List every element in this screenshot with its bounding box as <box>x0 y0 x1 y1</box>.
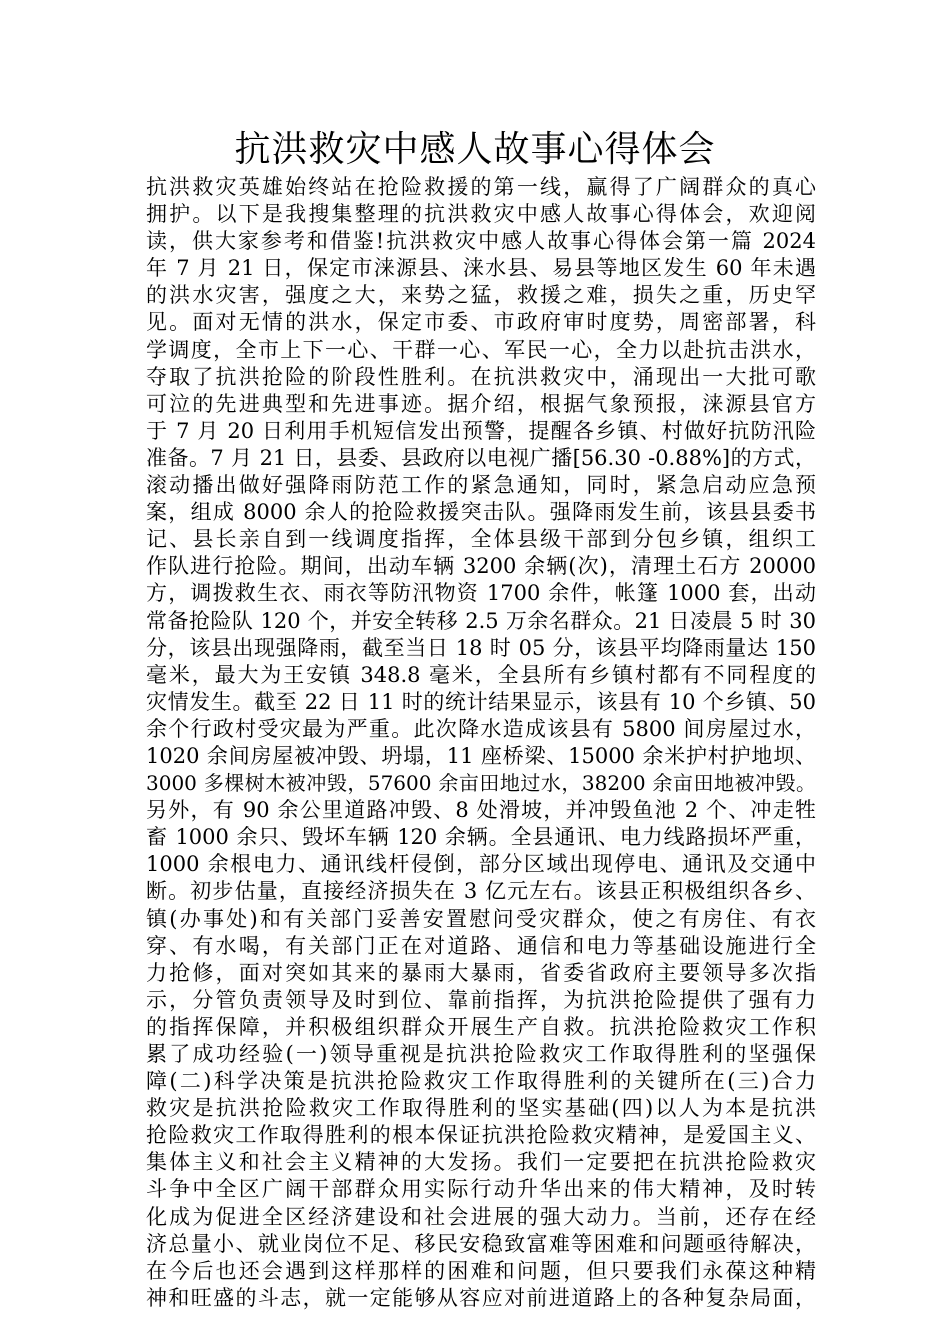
body-text-line: 准备。7 月 21 日，县委、县政府以电视广播[56.30 -0.88%]的方式， <box>146 445 816 470</box>
document-body <box>146 174 816 1312</box>
body-text-line: 抢险救灾工作取得胜利的根本保证抗洪抢险救灾精神，是爱国主义、 <box>146 1123 816 1148</box>
body-text-line: 神和旺盛的斗志，就一定能够从容应对前进道路上的各种复杂局面， <box>146 1285 816 1310</box>
body-text-line: 的指挥保障，并积极组织群众开展生产自救。抗洪抢险救灾工作积 <box>146 1014 816 1039</box>
body-text-line: 力抢修，面对突如其来的暴雨大暴雨，省委省政府主要领导多次指 <box>146 960 816 985</box>
body-text-line: 示，分管负责领导及时到位、靠前指挥，为抗洪抢险提供了强有力 <box>146 987 816 1012</box>
body-text-line: 案，组成 8000 余人的抢险救援突击队。强降雨发生前，该县县委书 <box>146 500 816 525</box>
body-text-line: 灾情发生。截至 22 日 11 时的统计结果显示，该县有 10 个乡镇、50 <box>146 689 816 714</box>
body-text-line: 化成为促进全区经济建设和社会进展的强大动力。当前，还存在经 <box>146 1204 816 1229</box>
body-text-line: 记、县长亲自到一线调度指挥，全体县级干部到分包乡镇，组织工 <box>146 527 816 552</box>
body-text-line: 毫米，最大为王安镇 348.8 毫米，全县所有乡镇村都有不同程度的 <box>146 662 816 687</box>
document-title: 抗洪救灾中感人故事心得体会 <box>234 129 716 170</box>
body-text-line: 济总量小、就业岗位不足、移民安稳致富难等困难和问题亟待解决， <box>146 1231 816 1256</box>
body-text-line: 读，供大家参考和借鉴!抗洪救灾中感人故事心得体会第一篇 2024 <box>146 229 816 254</box>
body-text-line: 于 7 月 20 日利用手机短信发出预警，提醒各乡镇、村做好抗防汛险 <box>146 418 816 443</box>
body-text-line: 另外，有 90 余公里道路冲毁、8 处滑坡，并冲毁鱼池 2 个、冲走牲 <box>146 798 816 823</box>
body-text-line: 断。初步估量，直接经济损失在 3 亿元左右。该县正积极组织各乡、 <box>146 879 816 904</box>
body-text-line: 见。面对无情的洪水，保定市委、市政府审时度势，周密部署，科 <box>146 310 816 335</box>
body-text-line: 滚动播出做好强降雨防范工作的紧急通知，同时，紧急启动应急预 <box>146 473 816 498</box>
body-text-line: 拥护。以下是我搜集整理的抗洪救灾中感人故事心得体会，欢迎阅 <box>146 202 816 227</box>
body-text-line: 年 7 月 21 日，保定市涞源县、涞水县、易县等地区发生 60 年未遇 <box>146 256 816 281</box>
body-text-line: 夺取了抗洪抢险的阶段性胜利。在抗洪救灾中，涌现出一大批可歌 <box>146 364 816 389</box>
body-text-line: 3000 多棵树木被冲毁，57600 余亩田地过水，38200 余亩田地被冲毁。 <box>146 771 816 796</box>
body-text-line: 抗洪救灾英雄始终站在抢险救援的第一线，赢得了广阔群众的真心 <box>146 175 816 199</box>
body-text-line: 作队进行抢险。期间，出动车辆 3200 余辆(次)，清理土石方 20000 <box>146 554 816 579</box>
body-text-line: 学调度，全市上下一心、干群一心、军民一心，全力以赴抗击洪水， <box>146 337 816 362</box>
body-text-line: 1020 余间房屋被冲毁、坍塌，11 座桥梁、15000 余米护村护地坝、 <box>146 743 816 768</box>
body-text-line: 在今后也还会遇到这样那样的困难和问题，但只要我们永葆这种精 <box>146 1258 816 1283</box>
body-text-line: 余个行政村受灾最为严重。此次降水造成该县有 5800 间房屋过水， <box>146 716 816 741</box>
body-text-line: 1000 余根电力、通讯线杆侵倒，部分区域出现停电、通讯及交通中 <box>146 852 816 877</box>
body-text-line: 累了成功经验(一)领导重视是抗洪抢险救灾工作取得胜利的坚强保 <box>146 1042 816 1066</box>
body-text-line: 斗争中全区广阔干部群众用实际行动升华出来的伟大精神，及时转 <box>146 1177 816 1202</box>
body-text-line: 的洪水灾害，强度之大，来势之猛，救援之难，损失之重，历史罕 <box>146 283 816 308</box>
body-text-line: 穿、有水喝，有关部门正在对道路、通信和电力等基础设施进行全 <box>146 933 816 958</box>
body-text-line: 方，调拨救生衣、雨衣等防汛物资 1700 余件，帐篷 1000 套，出动 <box>146 581 816 606</box>
body-text-line: 分，该县出现强降雨，截至当日 18 时 05 分，该县平均降雨量达 150 <box>146 635 816 660</box>
body-text-line: 集体主义和社会主义精神的大发扬。我们一定要把在抗洪抢险救灾 <box>146 1150 816 1175</box>
body-text-line: 畜 1000 余只、毁坏车辆 120 余辆。全县通讯、电力线路损坏严重， <box>146 825 816 850</box>
body-text-line: 镇(办事处)和有关部门妥善安置慰问受灾群众，使之有房住、有衣 <box>146 906 816 931</box>
body-text-line: 救灾是抗洪抢险救灾工作取得胜利的坚实基础(四)以人为本是抗洪 <box>146 1096 816 1121</box>
body-text-line: 障(二)科学决策是抗洪抢险救灾工作取得胜利的关键所在(三)合力 <box>146 1069 816 1094</box>
body-text-line: 常备抢险队 120 个，并安全转移 2.5 万余名群众。21 日凌晨 5 时 30 <box>146 608 816 633</box>
body-text-line: 可泣的先进典型和先进事迹。据介绍，根据气象预报，涞源县官方 <box>146 391 816 416</box>
